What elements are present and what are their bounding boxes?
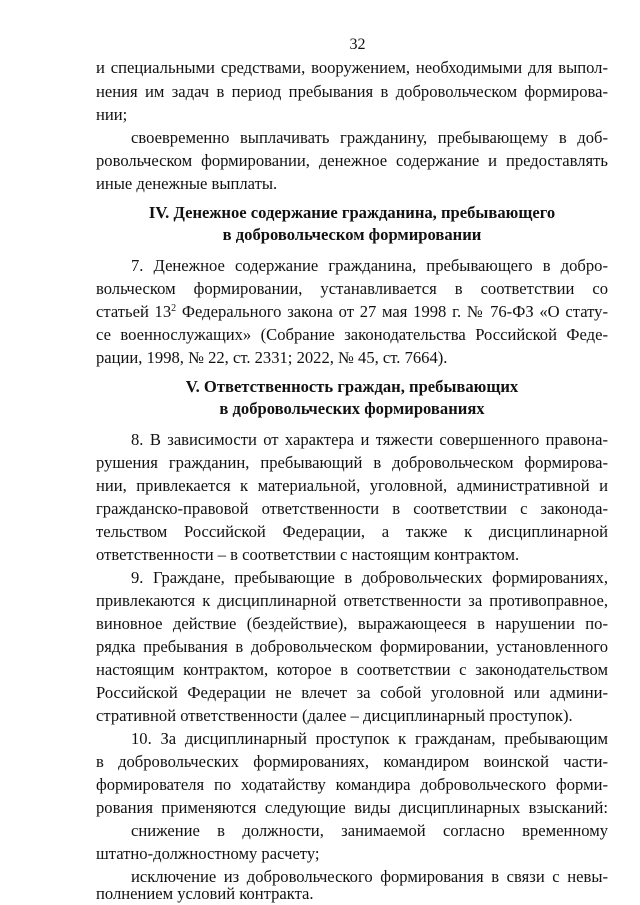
text-line: 8. В зависимости от характера и тяжести совершенного правона- bbox=[131, 430, 608, 449]
text-fragment: Федерального закона от 27 мая 1998 г. № 76-ФЗ «О стату- bbox=[176, 302, 608, 321]
superscript: 2 bbox=[171, 303, 177, 314]
text-line: в добровольческих формированиях, командиром воинской части- bbox=[96, 752, 608, 771]
text-line: Российской Федерации не влечет за собой уголовной или админи- bbox=[96, 683, 608, 702]
text-line: рядка пребывания в добровольческом формировании, установленного bbox=[96, 637, 608, 656]
text-line: нии; bbox=[96, 105, 128, 124]
text-line: рации, 1998, № 22, ст. 2331; 2022, № 45, ст. 7664). bbox=[96, 348, 448, 367]
page-number: 32 bbox=[349, 36, 366, 53]
section-heading: в добровольческом формировании bbox=[222, 225, 482, 244]
text-line: настоящим контрактом, которое в соответствии с законодательством bbox=[96, 660, 608, 679]
section-heading: IV. Денежное содержание гражданина, пребывающего bbox=[148, 203, 556, 222]
text-line: своевременно выплачивать гражданину, пребывающему в доб- bbox=[131, 128, 608, 147]
text-line: и специальными средствами, вооружением, необходимыми для выпол- bbox=[96, 58, 608, 77]
text-line: исключение из добровольческого формирования в связи с невы- bbox=[131, 867, 608, 886]
text-line: иные денежные выплаты. bbox=[96, 174, 278, 193]
text-line: вольческом формировании, устанавливается в соответствии со bbox=[96, 279, 608, 298]
text-line: 10. За дисциплинарный проступок к гражданам, пребывающим bbox=[131, 729, 608, 748]
text-line: рушения гражданин, пребывающий в добровольческом формирова- bbox=[96, 453, 608, 472]
text-line: стративной ответственности (далее – дисциплинарный проступок). bbox=[96, 706, 573, 725]
text-line: ровольческом формировании, денежное содержание и предоставлять bbox=[96, 151, 608, 170]
text-line: ответственности – в соответствии с настоящим контрактом. bbox=[96, 545, 520, 564]
section-heading: в добровольческих формированиях bbox=[219, 399, 485, 418]
text-line bbox=[96, 302, 608, 322]
section-heading: V. Ответственность граждан, пребывающих bbox=[185, 377, 519, 396]
text-line: се военнослужащих» (Собрание законодательства Российской Феде- bbox=[96, 325, 608, 344]
text-line: полнением условий контракта. bbox=[96, 884, 314, 903]
text-line: снижение в должности, занимаемой согласно временному bbox=[131, 821, 608, 840]
text-line: штатно-должностному расчету; bbox=[96, 844, 320, 863]
text-line: нии, привлекается к материальной, уголовной, административной и bbox=[96, 476, 608, 495]
text-line: гражданско-правовой ответственности в соответствии с законода- bbox=[96, 499, 608, 518]
text-line: 9. Граждане, пребывающие в добровольческих формированиях, bbox=[131, 568, 608, 587]
text-fragment: статьей 13 bbox=[96, 302, 172, 321]
text-line: 7. Денежное содержание гражданина, пребывающего в добро- bbox=[131, 256, 608, 275]
text-line: нения им задач в период пребывания в добровольческом формирова- bbox=[96, 82, 608, 101]
text-line: формирователя по ходатайству командира добровольческого форми- bbox=[96, 775, 608, 794]
text-line: тельством Российской Федерации, а также к дисциплинарной bbox=[96, 522, 608, 541]
text-line: привлекаются к дисциплинарной ответственности за противоправное, bbox=[96, 591, 608, 610]
text-line: виновное действие (бездействие), выражающееся в нарушении по- bbox=[96, 614, 608, 633]
text-line: рования применяются следующие виды дисциплинарных взысканий: bbox=[96, 798, 608, 817]
